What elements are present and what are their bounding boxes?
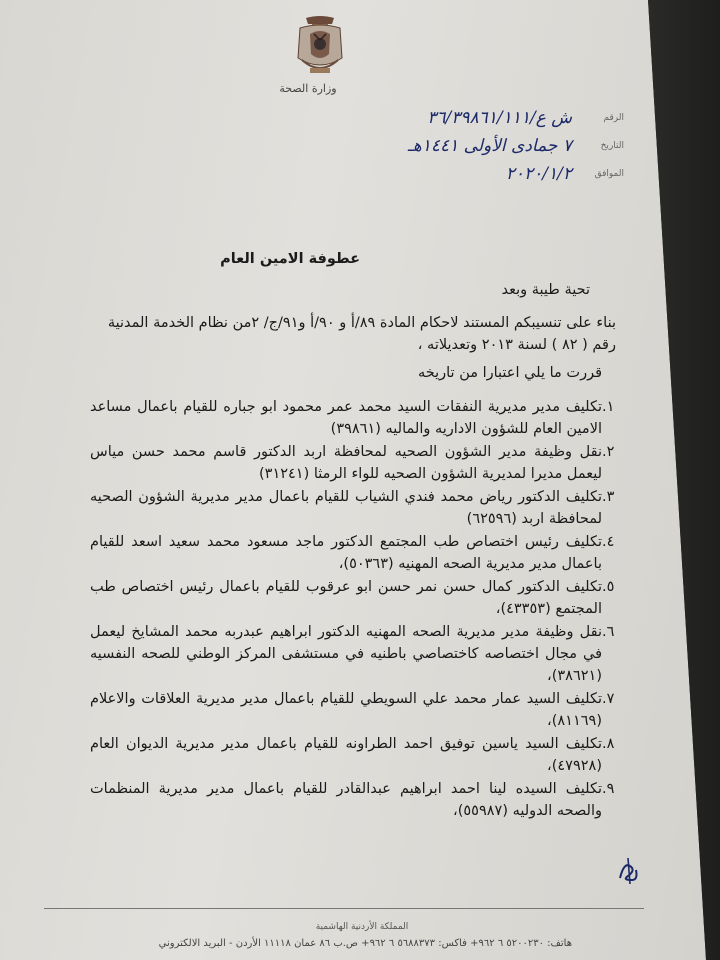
greeting: تحية طيبة وبعد: [501, 282, 590, 298]
reference-number: ش ع/٣٦/٣٩٨٦١/١١١: [427, 108, 572, 128]
handwritten-signature-icon: [616, 856, 642, 886]
item-number: ٩.: [602, 781, 615, 797]
list-item: [90, 778, 620, 822]
hijri-date-row: [324, 132, 624, 160]
item-text: تكليف السيد عمار محمد علي السويطي للقيام باعمال مدير مديرية العلاقات والاعلام (٨١١٦٩)،: [90, 691, 602, 729]
jordan-coat-of-arms-icon: [292, 14, 348, 78]
footer-divider: [44, 908, 644, 909]
footer-contact: هاتف: ٥٢٠٠٢٣٠ ٦ ٩٦٢+ فاكس: ٥٦٨٨٣٧٣ ٦ ٩٦٢+ ص.ب ٨٦ عمان ١١١١٨ الأردن - البريد الالكتروني: [158, 938, 572, 949]
corresponding-label: الموافق: [594, 169, 624, 179]
list-item: [90, 688, 620, 732]
item-number: ٢.: [602, 444, 615, 460]
item-text: تكليف الدكتور رياض محمد فندي الشياب للقيام باعمال مدير مديرية الشؤون الصحيه لمحافظة اربد (٦٢٥٩٦): [90, 489, 602, 527]
reference-number-row: [324, 104, 624, 132]
item-text: تكليف السيده لينا احمد ابراهيم عبدالقادر للقيام باعمال مدير مديرية المنظمات والصحه الدوليه (٥٥٩٨٧)،: [90, 781, 602, 819]
item-number: ١.: [602, 399, 615, 415]
item-number: ٨.: [602, 736, 615, 752]
item-number: ٣.: [602, 489, 615, 505]
list-item: [90, 733, 620, 777]
decision-heading: قررت ما يلي اعتبارا من تاريخه: [417, 365, 602, 381]
item-number: ٧.: [602, 691, 615, 707]
list-item: [90, 486, 620, 530]
decision-list: [90, 396, 620, 823]
salutation: عطوفة الامين العام: [220, 251, 360, 267]
item-text: تكليف الدكتور كمال حسن نمر حسن ابو عرقوب للقيام باعمال رئيس اختصاص طب المجتمع (٤٣٣٥٣)،: [90, 579, 602, 617]
date-label: التاريخ: [600, 141, 624, 151]
list-item: [90, 441, 620, 485]
list-item: [90, 396, 620, 440]
list-item: [90, 531, 620, 575]
item-number: ٦.: [602, 624, 615, 640]
hijri-date: ٧ جمادى الأولى ١٤٤١هـ: [407, 136, 572, 156]
item-number: ٤.: [602, 534, 615, 550]
item-text: نقل وظيفة مدير مديرية الصحه المهنيه الدكتور ابراهيم عبدربه محمد المشايخ ليعمل في مجال اختصاصه كاختصاصي باطنيه في مستشفى المركز الوطني للصحه النفسيه (٣٨٦٢١)،: [90, 624, 602, 684]
intro-paragraph: بناء على تنسيبكم المستند لاحكام المادة ٨٩/أ و ٩٠/أ و٩١/ج/ ٢من نظام الخدمة المدنية رقم ( ٨٢ ) لسنة ٢٠١٣ وتعديلاته ،: [107, 315, 616, 353]
ministry-name: وزارة الصحة: [279, 82, 337, 95]
list-item: [90, 576, 620, 620]
item-number: ٥.: [602, 579, 615, 595]
item-text: تكليف مدير مديرية النفقات السيد محمد عمر محمود ابو جباره للقيام باعمال مساعد الامين العام للشؤون الاداريه والماليه (٣٩٨٦١): [90, 399, 602, 437]
reference-label: الرقم: [603, 113, 624, 123]
reference-block: [324, 104, 624, 188]
item-text: تكليف رئيس اختصاص طب المجتمع الدكتور ماجد مسعود محمد سعيد اسعد للقيام باعمال مدير مديرية الصحه المهنيه (٥٠٣٦٣)،: [90, 534, 602, 572]
footer-kingdom: المملكة الأردنية الهاشمية: [315, 922, 409, 932]
list-item: [90, 621, 620, 687]
gregorian-date: ٢٠٢٠/١/٢: [505, 164, 572, 184]
item-text: تكليف السيد ياسين توفيق احمد الطراونه للقيام باعمال مدير مديرية الديوان العام (٤٧٩٢٨)،: [90, 736, 602, 774]
gregorian-date-row: [324, 160, 624, 188]
item-text: نقل وظيفة مدير الشؤون الصحيه لمحافظة اربد الدكتور قاسم محمد حسن مياس ليعمل مديرا لمديرية الشؤون الصحيه للواء الرمثا (٣١٢٤١): [90, 444, 602, 482]
